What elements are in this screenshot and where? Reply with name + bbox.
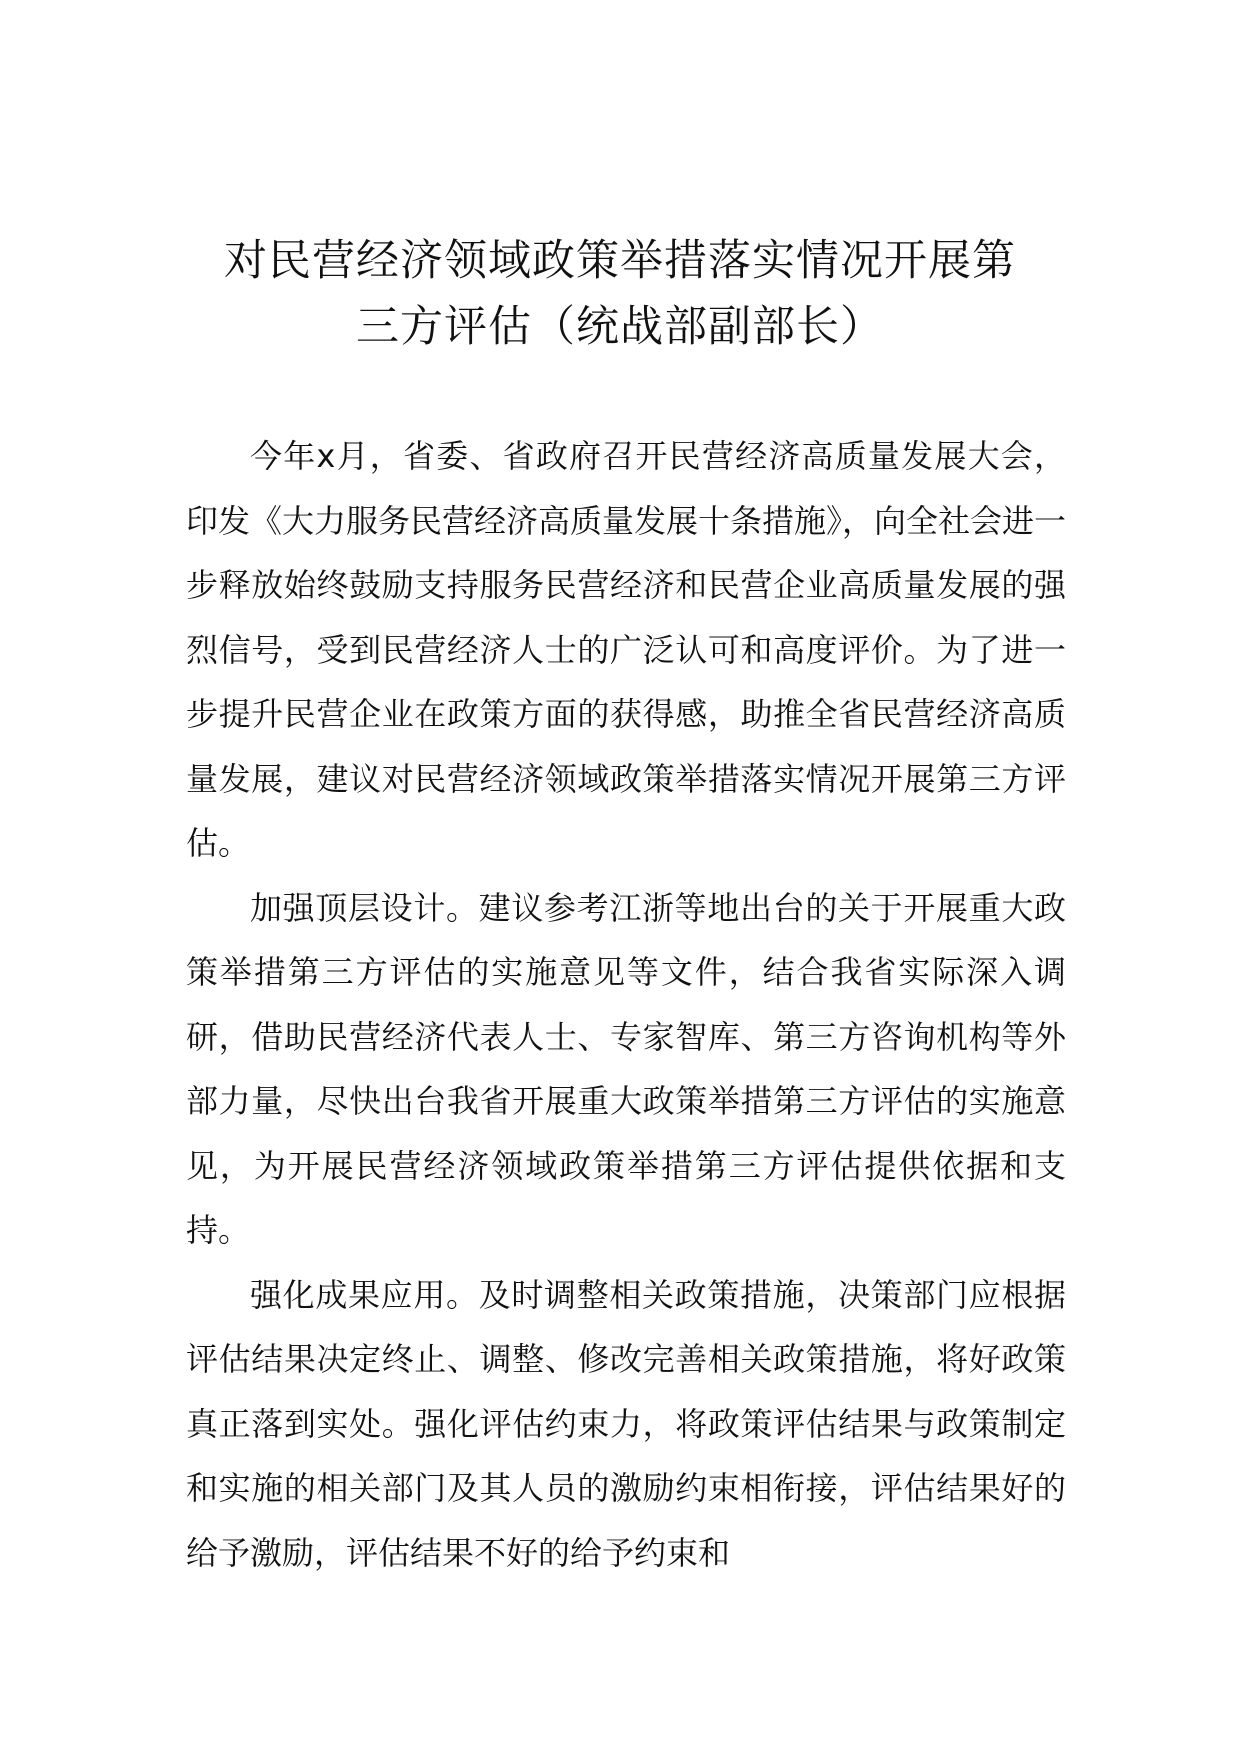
paragraph-results-application: 强化成果应用。及时调整相关政策措施，决策部门应根据评估结果决定终止、调整、修改完善相关政策措施，将好政策真正落到实处。强化评估约束力，将政策评估结果与政策制定和实施的相关部门及其人员的激励约束相衔接，评估结果好的给予激励，评估结果不好的给予约束和 (186, 1275, 1066, 1572)
paragraph-top-level-design: 加强顶层设计。建议参考江浙等地出台的关于开展重大政策举措第三方评估的实施意见等文件，结合我省实际深入调研，借助民营经济代表人士、专家智库、第三方咨询机构等外部力量，尽快出台我省开展重大政策举措第三方评估的实施意见，为开展民营经济领域政策举措第三方评估提供依据和支持。 (186, 888, 1066, 1249)
title-line-2: 三方评估（统战部副部长） (356, 302, 884, 352)
title-line-1: 对民营经济领域政策举措落实情况开展第 (224, 236, 1016, 286)
document-title (150, 228, 1090, 360)
paragraph-intro: 今年x月，省委、省政府召开民营经济高质量发展大会，印发《大力服务民营经济高质量发展十条措施》，向全社会进一步释放始终鼓励支持服务民营经济和民营企业高质量发展的强烈信号，受到民营经济人士的广泛认可和高度评价。为了进一步提升民营企业在政策方面的获得感，助推全省民营经济高质量发展，建议对民营经济领域政策举措落实情况开展第三方评估。 (186, 437, 1067, 862)
document-body (186, 424, 1066, 1585)
